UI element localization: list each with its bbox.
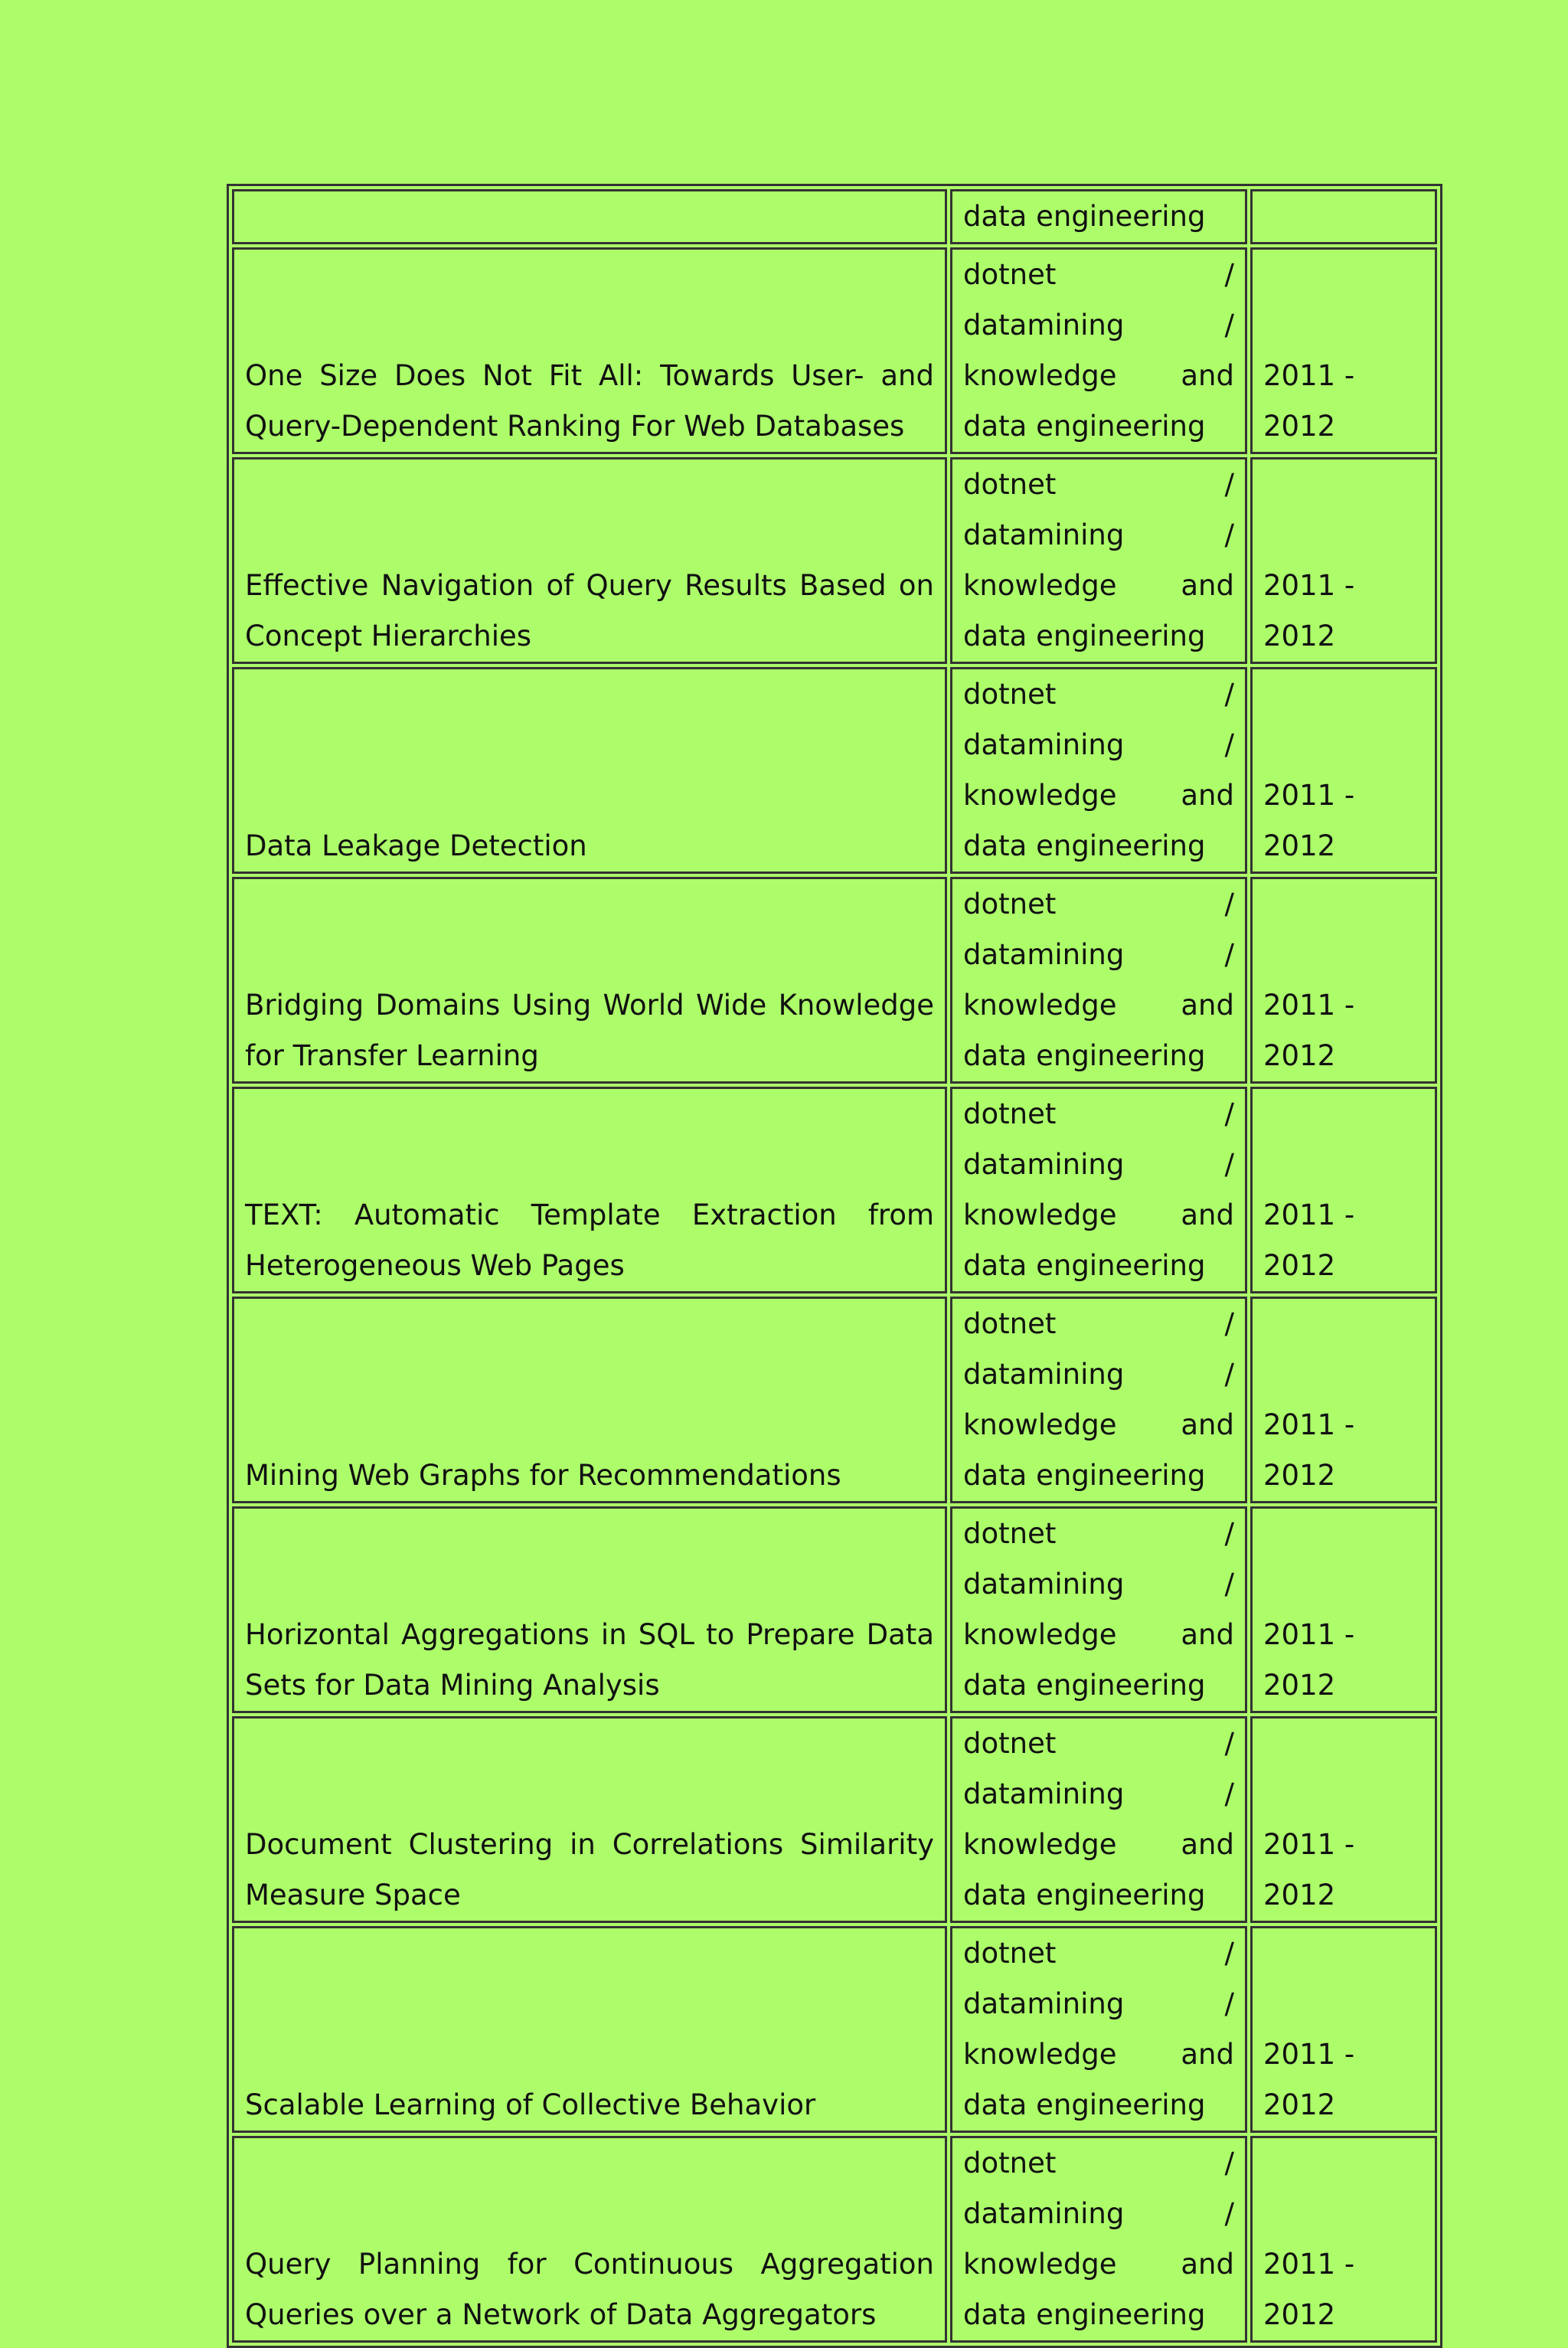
project-year-cell: 2011 - 2012 <box>1250 877 1437 1084</box>
table-row <box>232 667 1437 874</box>
project-title-cell: Horizontal Aggregations in SQL to Prepare Data Sets for Data Mining Analysis <box>232 1506 947 1713</box>
project-title-cell: Document Clustering in Correlations Similarity Measure Space <box>232 1716 947 1923</box>
project-year-cell <box>1250 189 1437 244</box>
project-title-cell: One Size Does Not Fit All: Towards User- and Query-Dependent Ranking For Web Databases <box>232 247 947 454</box>
project-title-cell: Effective Navigation of Query Results Based on Concept Hierarchies <box>232 457 947 664</box>
project-title-cell: Mining Web Graphs for Recommendations <box>232 1297 947 1503</box>
project-category-cell: dotnet / datamining / knowledge and data engineering <box>950 1087 1247 1293</box>
table-row <box>232 877 1437 1084</box>
project-category-cell: dotnet / datamining / knowledge and data engineering <box>950 667 1247 874</box>
project-title-cell: Data Leakage Detection <box>232 667 947 874</box>
project-category-cell: dotnet / datamining / knowledge and data engineering <box>950 1716 1247 1923</box>
project-category-cell: dotnet / datamining / knowledge and data engineering <box>950 457 1247 664</box>
project-year-cell: 2011 - 2012 <box>1250 1926 1437 2133</box>
table-row <box>232 457 1437 664</box>
project-category-cell: dotnet / datamining / knowledge and data engineering <box>950 2136 1247 2343</box>
table-row <box>232 1297 1437 1503</box>
project-year-cell: 2011 - 2012 <box>1250 2136 1437 2343</box>
table-row-continuation <box>232 189 1437 244</box>
project-category-cell: dotnet / datamining / knowledge and data engineering <box>950 247 1247 454</box>
project-year-cell: 2011 - 2012 <box>1250 1506 1437 1713</box>
project-title-cell: Bridging Domains Using World Wide Knowledge for Transfer Learning <box>232 877 947 1084</box>
table-row <box>232 1716 1437 1923</box>
project-category-cell: dotnet / datamining / knowledge and data engineering <box>950 877 1247 1084</box>
project-year-cell: 2011 - 2012 <box>1250 1297 1437 1503</box>
project-category-cell: dotnet / datamining / knowledge and data engineering <box>950 1506 1247 1713</box>
table-row <box>232 247 1437 454</box>
table-row <box>232 1087 1437 1293</box>
project-title-cell: TEXT: Automatic Template Extraction from Heterogeneous Web Pages <box>232 1087 947 1293</box>
table-row <box>232 1926 1437 2133</box>
projects-table <box>227 184 1442 2348</box>
project-title-cell: Query Planning for Continuous Aggregation Queries over a Network of Data Aggregators <box>232 2136 947 2343</box>
table-row <box>232 2136 1437 2343</box>
project-category-cell: dotnet / datamining / knowledge and data engineering <box>950 1297 1247 1503</box>
project-category-cell: dotnet / datamining / knowledge and data engineering <box>950 1926 1247 2133</box>
project-category-cell: data engineering <box>950 189 1247 244</box>
project-year-cell: 2011 - 2012 <box>1250 667 1437 874</box>
project-year-cell: 2011 - 2012 <box>1250 247 1437 454</box>
project-title-cell: Scalable Learning of Collective Behavior <box>232 1926 947 2133</box>
project-title-cell <box>232 189 947 244</box>
project-year-cell: 2011 - 2012 <box>1250 1087 1437 1293</box>
table-row <box>232 1506 1437 1713</box>
project-year-cell: 2011 - 2012 <box>1250 457 1437 664</box>
project-year-cell: 2011 - 2012 <box>1250 1716 1437 1923</box>
